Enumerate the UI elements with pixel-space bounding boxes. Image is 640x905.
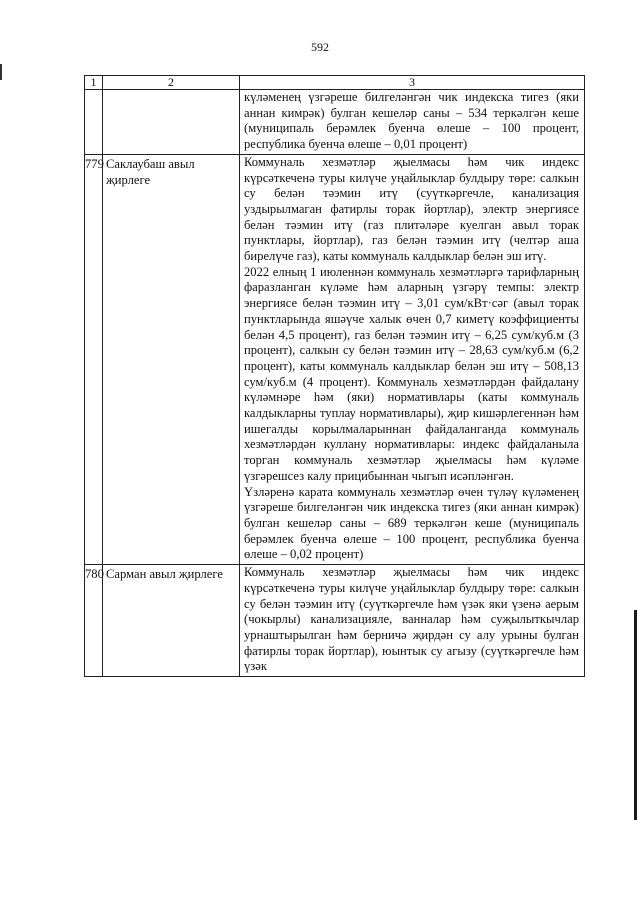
header-col-1: 1 xyxy=(85,76,103,90)
row-number xyxy=(85,90,103,155)
table-row xyxy=(85,154,585,564)
row-number: 780 xyxy=(85,565,103,677)
header-col-2: 2 xyxy=(103,76,240,90)
page-number: 592 xyxy=(311,40,329,54)
table-row xyxy=(85,565,585,677)
row-place: Сарман авыл җирлеге xyxy=(103,565,240,677)
scan-edge-mark xyxy=(0,64,2,80)
table-header-row xyxy=(85,76,585,90)
description-paragraph: Үзләренә карата коммуналь хезмәтләр өчен түләү күләменең үзгәреше билгеләнгән чик индекска тигез (яки аннан кимрәк) булган кешеләр саны – 689 теркәлгән кеше (муниципаль берәмлек буенча өлеше – 100 процент, республика буенча өлеше – 0,02 процент) xyxy=(244,484,579,562)
description-paragraph: күләменең үзгәреше билгеләнгән чик индекска тигез (яки аннан кимрәк) булган кешеләр саны – 534 теркәлгән кеше (муниципаль берәмлек буенча өлеше – 100 процент, республика буенча өлеше – 0,01 процент) xyxy=(244,90,579,152)
row-description xyxy=(240,565,585,677)
description-paragraph: Коммуналь хезмәтләр җыелмасы һәм чик индекс күрсәткеченә туры килүче уңайлыклар булдыру төре: салкын су белән тәэмин итү (суүткәргечле һәм үзәк яки үзенә аерым (чокырлы) канализацияле, ванналар һәм суҗылыткычлар урнаштырылган һәм берничә җирдән су алу урыны булган фатирлы торак йортлар), юынтык су агызу (суүткәргечле һәм үзәк xyxy=(244,565,579,674)
header-col-3: 3 xyxy=(240,76,585,90)
row-place xyxy=(103,90,240,155)
document-table xyxy=(84,75,585,677)
row-description xyxy=(240,154,585,564)
scan-edge-line xyxy=(634,610,637,820)
description-paragraph: 2022 елның 1 июленнән коммуналь хезмәтләргә тарифларның фаразланган күләме һәм аларның үзгәрү темпы: электр энергиясе белән тәэмин итү – 3,01 сум/кВт·сәг (авыл торак пунктларында яшәүче халык өчен 0,7 киметү коэффициенты белән 4,5 процент), газ белән тәэмин итү – 6,25 сум/куб.м (3 процент), салкын су белән тәэмин итү – 28,63 сум/куб.м (6,2 процент), каты коммуналь калдыклар белән эш итү – 508,13 сум/куб.м (4 процент). Коммуналь хезмәтләрдән файдалану күләмнәре һәм (яки) нормативлары (каты коммуналь калдыкларны туплау нормативлары), җир кишәрлегеннән һәм ишегалды корылмаларыннан файдаланганда коммуналь хезмәтләрдән куллану нормативлары: индекс файдаланыла торган коммуналь хезмәтләр җыелмасы һәм күләме үзгәрешсез калу прицибыннан чыгып исәпләнгән. xyxy=(244,264,579,483)
table-row xyxy=(85,90,585,155)
row-description xyxy=(240,90,585,155)
row-number: 779 xyxy=(85,154,103,564)
row-place: Саклаубаш авыл җирлеге xyxy=(103,154,240,564)
description-paragraph: Коммуналь хезмәтләр җыелмасы һәм чик индекс күрсәткеченә туры килүче уңайлыклар булдыру төре: салкын су белән тәэмин итү (суүткәргечле, канализация уздырылмаган фатирлы торак йортлар), электр энергиясе белән тәэмин итү (газ плитәләре куелган авыл торак пунктлары, йортлар), газ белән тәэмин итү (челтәр аша бирелүче газ), каты коммуналь калдыклар белән эш итү. xyxy=(244,154,579,264)
